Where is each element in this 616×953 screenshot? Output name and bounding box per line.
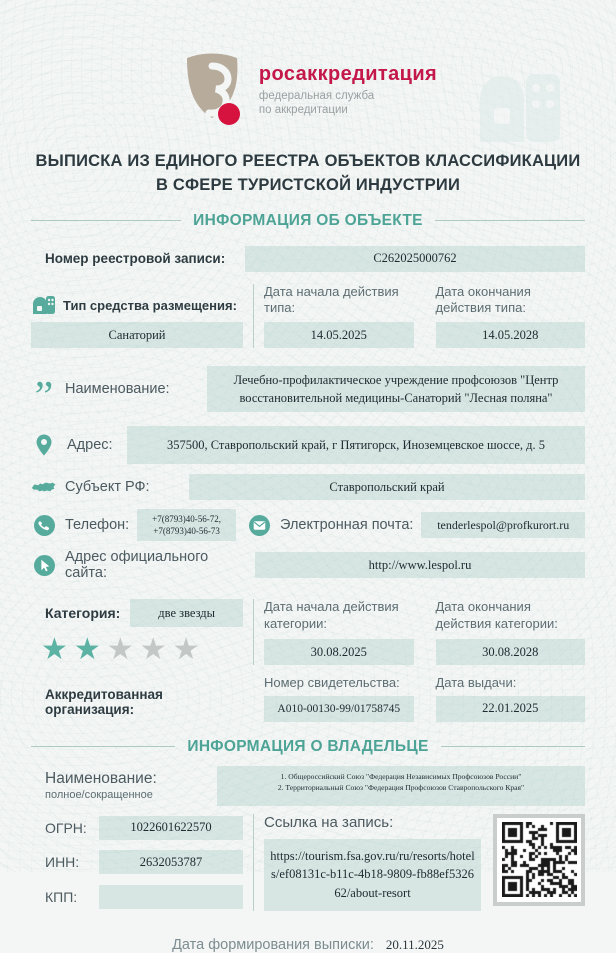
region-label: Субъект РФ: <box>65 479 150 496</box>
registry-number-row <box>31 246 585 272</box>
registry-number-label: Номер реестровой записи: <box>45 251 226 267</box>
divider <box>253 814 254 911</box>
region-row <box>31 474 585 500</box>
issue-date-label: Дата выдачи: <box>435 675 517 691</box>
object-name-row: ” Наименование: Лечебно-профилактическое учреждение профсоюзов "Центр восстановительной медицины-Санаторий "Лесная поляна" <box>31 366 585 412</box>
phone-value: +7(8793)40-56-72, +7(8793)40-56-73 <box>137 509 236 541</box>
owner-name-sublabel: полное/сокращенное <box>45 789 153 802</box>
phone-label: Телефон: <box>65 517 130 534</box>
ogrn-value: 1022601622570 <box>99 816 243 840</box>
building-icon <box>31 294 57 316</box>
section-object-info <box>31 212 585 230</box>
address-value: 357500, Ставропольский край, г Пятигорск, Иноземцевское шоссе, д. 5 <box>127 426 585 464</box>
category-row <box>31 599 585 665</box>
star-icon: ★ <box>41 633 68 667</box>
extract-date-row <box>31 937 585 953</box>
issue-date-value: 22.01.2025 <box>436 696 586 722</box>
brand-name: росаккредитация <box>258 62 438 85</box>
location-pin-icon <box>31 433 57 457</box>
website-row <box>31 549 585 581</box>
cursor-icon <box>31 555 57 576</box>
category-end-value: 30.08.2028 <box>436 639 586 665</box>
owner-details-grid <box>31 814 585 911</box>
accredited-org-row <box>31 675 585 721</box>
header <box>31 0 585 128</box>
star-icon: ★ <box>172 633 200 667</box>
owner-name-value: 1. Общероссийский Союз "Федерация Независимых Профсоюзов России" 2. Территориальный Союз "Федерация Профсоюзов Ставропольского Края" <box>217 766 585 806</box>
extract-date-label: Дата формирования выписки: <box>172 936 374 953</box>
type-end-label: Дата окончания действия типа: <box>435 283 531 316</box>
qr-code <box>493 814 585 906</box>
ogrn-row <box>31 816 243 840</box>
section-object-info-title: ИНФОРМАЦИЯ ОБ ОБЪЕКТЕ <box>193 211 423 229</box>
kpp-value <box>99 885 243 909</box>
email-value: tenderlespol@profkurort.ru <box>421 512 585 538</box>
category-label: Категория: <box>45 605 121 622</box>
accredited-org-label: Аккредитованная организация: <box>45 686 163 717</box>
divider <box>253 599 254 665</box>
record-link-label: Ссылка на запись: <box>264 813 394 831</box>
certificate-number-value: A010-00130-99/01758745 <box>264 696 414 722</box>
category-start-value: 30.08.2025 <box>264 639 414 665</box>
contacts-row <box>31 509 585 541</box>
ogrn-label: ОГРН: <box>45 819 87 836</box>
category-start-label: Дата начала действия категории: <box>264 599 399 631</box>
object-name-label: Наименование: <box>65 381 170 398</box>
website-value[interactable]: http://www.lespol.ru <box>255 552 585 578</box>
phone-icon <box>31 515 57 536</box>
star-icon: ★ <box>139 633 167 667</box>
brand-subtitle: федеральная служба по аккредитации <box>258 89 375 116</box>
extract-date-value: 20.11.2025 <box>385 936 444 952</box>
registry-number-value: C262025000762 <box>245 246 585 272</box>
category-value: две звезды <box>130 599 243 627</box>
owner-name-row <box>31 766 585 806</box>
inn-value: 2632053787 <box>99 850 243 874</box>
type-start-value: 14.05.2025 <box>264 322 414 348</box>
email-label: Электронная почта: <box>280 517 414 534</box>
accommodation-type-value: Санаторий <box>31 322 243 348</box>
object-name-value: Лечебно-профилактическое учреждение профсоюзов "Центр восстановительной медицины-Санаторий "Лесная поляна" <box>207 366 585 412</box>
section-owner-info-title: ИНФОРМАЦИЯ О ВЛАДЕЛЬЦЕ <box>187 737 429 755</box>
type-start-label: Дата начала действия типа: <box>264 283 399 316</box>
type-end-value: 14.05.2028 <box>436 322 586 348</box>
star-icon: ★ <box>106 633 134 667</box>
kpp-row <box>31 885 243 909</box>
category-end-label: Дата окончания действия категории: <box>435 599 558 631</box>
accommodation-type-row <box>31 284 585 349</box>
page-title: ВЫПИСКА ИЗ ЕДИНОГО РЕЕСТРА ОБЪЕКТОВ КЛАССИФИКАЦИИ В СФЕРЕ ТУРИСТСКОЙ ИНДУСТРИИ <box>35 152 581 194</box>
category-stars <box>31 635 243 665</box>
certificate-number-label: Номер свидетельства: <box>264 675 400 691</box>
divider <box>253 284 254 349</box>
website-label: Адрес официального сайта: <box>65 549 209 582</box>
region-value: Ставропольский край <box>189 474 585 500</box>
address-row <box>31 426 585 464</box>
section-owner-info <box>31 738 585 756</box>
star-icon: ★ <box>73 633 101 667</box>
inn-label: ИНН: <box>45 854 80 871</box>
inn-row <box>31 850 243 874</box>
address-label: Адрес: <box>67 437 113 454</box>
rosaccreditation-logo-icon <box>179 52 245 128</box>
kpp-label: КПП: <box>45 888 78 905</box>
record-link-value[interactable]: https://tourism.fsa.gov.ru/ru/resorts/hotels/ef08131c-b11c-4b18-9809-fb88ef532662/about-resort <box>264 839 481 911</box>
owner-name-label: Наименование: <box>45 770 157 788</box>
email-icon <box>246 515 272 536</box>
russia-map-icon <box>31 479 57 495</box>
accommodation-type-label: Тип средства размещения: <box>63 297 237 313</box>
